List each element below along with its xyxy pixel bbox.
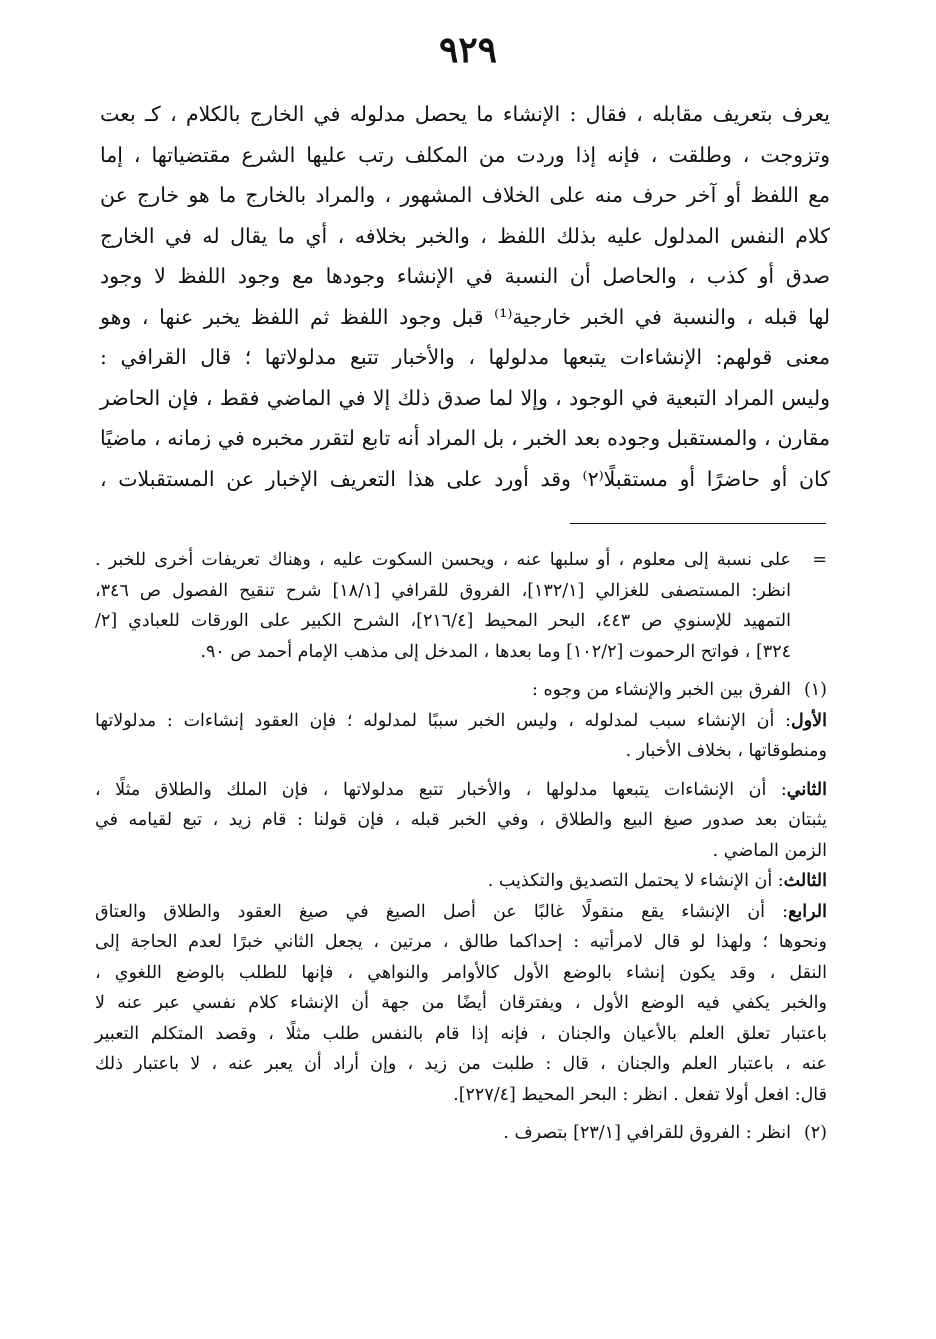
point-line: الأول: أن الإنشاء سبب لمدلوله ، وليس الخبر سببًا لمدلوله ؛ فإن العقود إنشاءات : مدلولاتها	[95, 710, 827, 731]
point-term: الرابع	[788, 901, 827, 922]
body-line: معنى قولهم: الإنشاءات يتبعها مدلولها ، والأخبار تتبع مدلولاتها ؛ قال القرافي :	[100, 345, 830, 369]
point-line: والخبر يكفي فيه الوضع الأول ، ويفترقان أيضًا من جهة أن الإنشاء كلام نفسي عبر عنه لا	[95, 993, 827, 1013]
body-line: وتزوجت ، وطلقت ، فإنه إذا وردت من المكلف رتب عليها الشرع مقتضياتها ، إما	[100, 142, 830, 167]
body-line: لها قبله ، والنسبة في الخبر خارجية⁽¹⁾ قبل وجود اللفظ ثم اللفظ يخبر عنها ، وهو	[100, 304, 831, 329]
body-line: صدق أو كذب ، والحاصل أن النسبة في الإنشاء وجودها مع وجود اللفظ لا وجود	[100, 264, 830, 288]
footnote-2-text: انظر : الفروق للقرافي [٢٣/١] بتصرف .	[503, 1123, 791, 1143]
body-line: كان أو حاضرًا أو مستقبلًا⁽٢⁾ وقد أورد على هذا التعريف الإخبار عن المستقبلات ،	[100, 466, 830, 491]
footnote-continuation-marker: =	[812, 550, 827, 570]
footnote-continuation	[95, 545, 827, 667]
footnotes-section	[95, 545, 827, 1149]
point-line: قال: افعل أولا تفعل . انظر : البحر المحيط [٢٢٧/٤].	[453, 1084, 827, 1105]
main-body-text	[100, 94, 830, 499]
footnote-separator	[570, 523, 826, 524]
point-term: الثالث	[783, 871, 827, 891]
body-line: مع اللفظ أو آخر حرف منه على الخلاف المشهور ، والمراد بالخارج ما هو خارج عن	[100, 183, 830, 207]
footnote-line: انظر: المستصفى للغزالي [١٣٢/١]، الفروق للقرافي [١٨/١] شرح تنقيح الفصول ص ٣٤٦،	[95, 580, 791, 601]
body-line: مقارن ، والمستقبل وجوده بعد الخبر ، بل المراد أنه تابع لتقرر مخبره في زمانه ، ماضيًا	[100, 426, 830, 450]
point-line: الثاني: أن الإنشاءات يتبعها مدلولها ، والأخبار تتبع مدلولاتها ، فإن الملك والطلاق مثلًا ،	[95, 779, 827, 800]
footnote-2-marker: (٢)	[803, 1123, 827, 1143]
body-line: كلام النفس المدلول عليه بذلك اللفظ ، والخبر بخلافه ، أي ما يقال له في الخارج	[100, 223, 830, 248]
footnote-line: ٣٢٤] ، فواتح الرحموت [١٠٢/٢] وما بعدها ، المدخل إلى مذهب الإمام أحمد ص ٩٠.	[200, 641, 791, 662]
point-line: الرابع: أن الإنشاء يقع منقولًا غالبًا عن أصل الصيغ في صيغ العقود والطلاق والعتاق	[95, 901, 827, 922]
point-line: باعتبار تعلق العلم بالأعيان والجنان ، فإنه إذا قام بالنفس طلب مثلًا ، وقصد المتكلم التعبير	[95, 1023, 827, 1044]
point-line: الزمن الماضي .	[712, 840, 827, 861]
point-line: عنه ، باعتبار العلم والجنان ، قال : طلبت من زيد ، وإن أراد أن يعبر عنه ، لا باعتبار ذلك	[95, 1054, 827, 1074]
point-line: النقل ، وقد يكون إنشاء بالوضع الأول كالأوامر والنواهي ، فإنها للطلب بالوضع اللغوي ،	[95, 962, 827, 983]
point-line: الثالث: أن الإنشاء لا يحتمل التصديق والتكذيب .	[487, 871, 827, 891]
footnote-1-marker: (١)	[803, 680, 827, 700]
footnote-line: على نسبة إلى معلوم ، أو سلبها عنه ، ويحسن السكوت عليه ، وهناك تعريفات أخرى للخبر .	[95, 550, 791, 570]
point-term: الثاني	[786, 779, 827, 800]
body-line: وليس المراد التبعية في الوجود ، وإلا لما صدق ذلك إلا في الماضي فقط ، فإن الحاضر	[100, 385, 830, 410]
point-line: ومنطوقاتها ، بخلاف الأخبار .	[625, 741, 827, 761]
footnote-1-intro: الفرق بين الخبر والإنشاء من وجوه :	[532, 680, 791, 700]
body-line: يعرف بتعريف مقابله ، فقال : الإنشاء ما يحصل مدلوله في الخارج بالكلام ، كـ بعت	[100, 102, 830, 126]
footnote-line: التمهيد للإسنوي ص ٤٤٣، البحر المحيط [٢١٦/٤]، الشرح الكبير على الورقات للعبادي [٢/	[95, 611, 791, 631]
point-term: الأول	[790, 710, 827, 731]
footnote-1	[95, 675, 827, 1110]
page-number: ٩٢٩	[438, 29, 497, 71]
point-line: ونحوها ؛ ولهذا لو قال لامرأتيه : إحداكما طالق ، مرتين ، يجعل الثاني خبرًا لعدم الحاجة إلى	[95, 932, 827, 952]
footnote-2	[95, 1118, 827, 1149]
point-line: يثبتان بعد صدور صيغ البيع والطلاق ، وفي الخبر قبله ، فإن قولنا : قام زيد ، تبع لقيامه في	[95, 810, 827, 830]
